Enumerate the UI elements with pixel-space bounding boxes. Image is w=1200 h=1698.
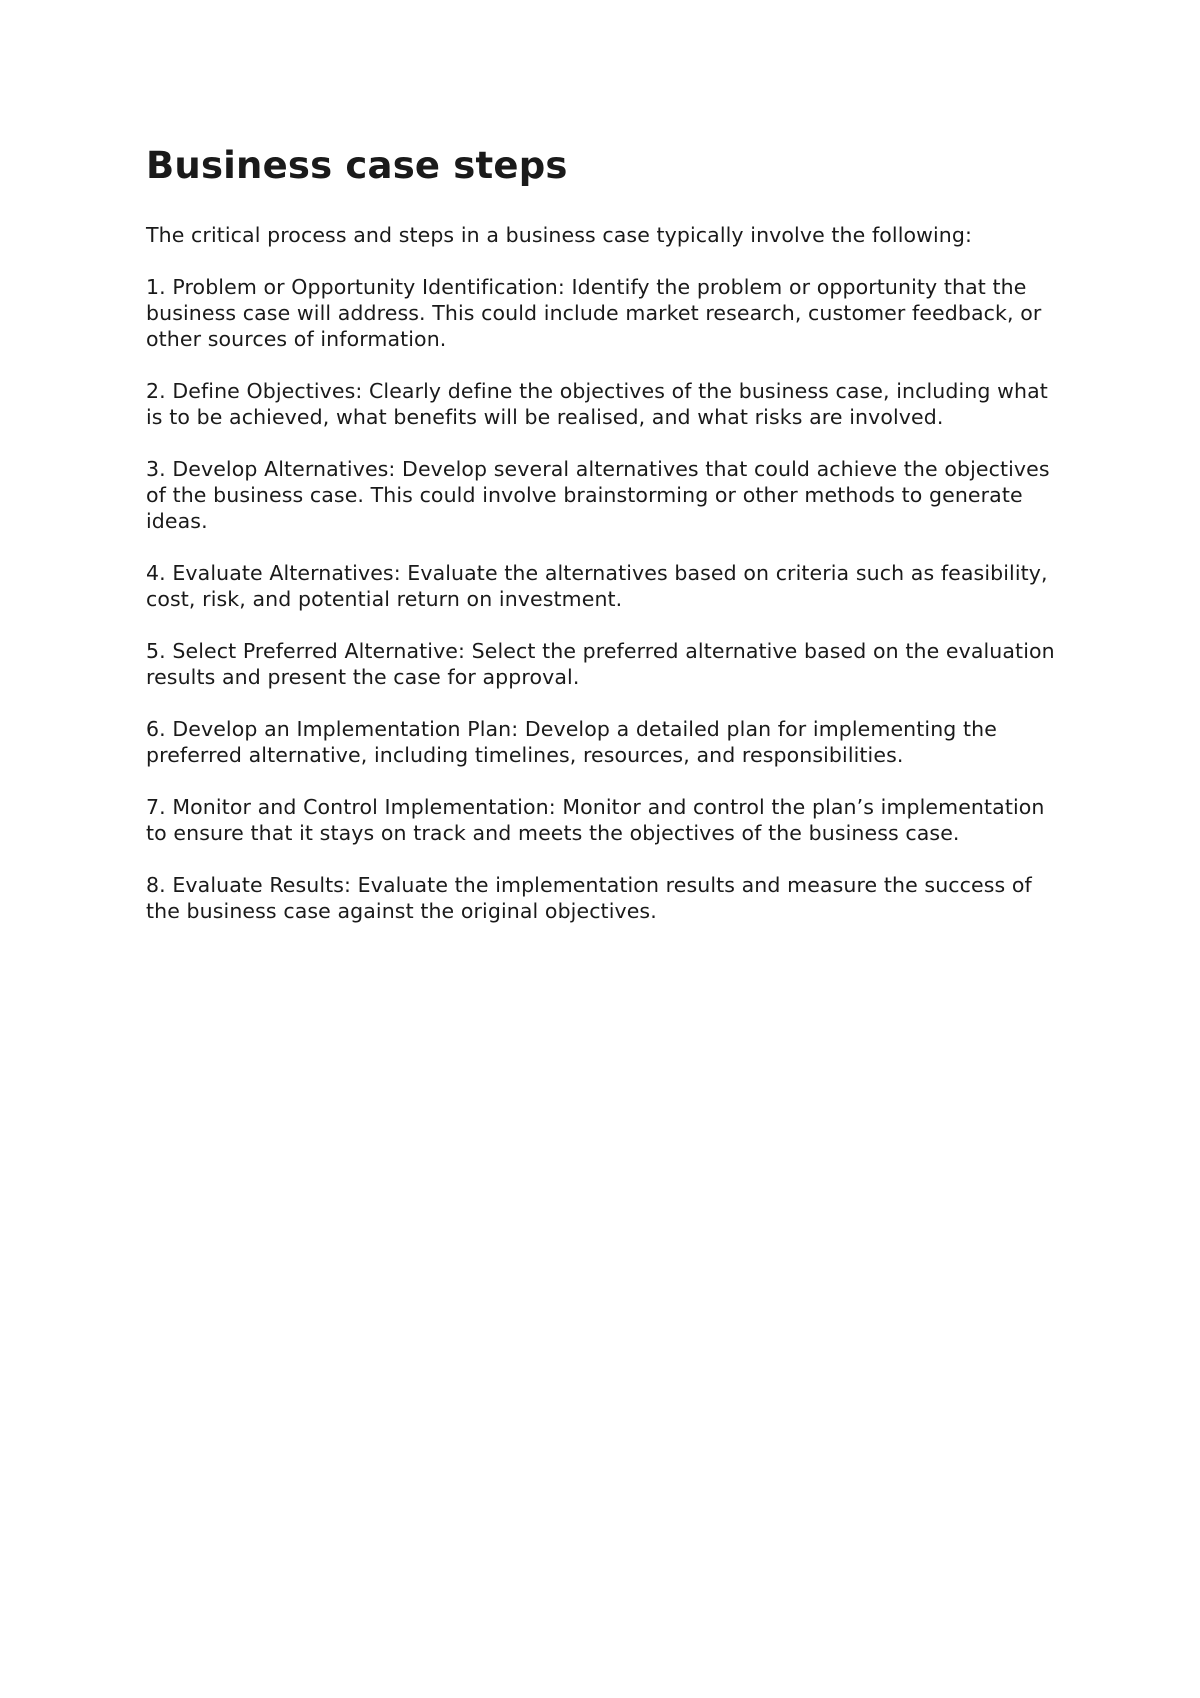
step-2-paragraph: 2. Define Objectives: Clearly define the objectives of the business case, including what is to be achieved, what benefits will be realised, and what risks are involved. [146,379,1048,429]
step-7-paragraph: 7. Monitor and Control Implementation: Monitor and control the plan’s implementation to ensure that it stays on track and meets the objectives of the business case. [146,795,1045,845]
step-3-paragraph: 3. Develop Alternatives: Develop several alternatives that could achieve the objectives of the business case. This could involve brainstorming or other methods to generate ideas. [146,457,1050,533]
intro-paragraph: The critical process and steps in a business case typically involve the following: [146,223,973,247]
step-5-paragraph: 5. Select Preferred Alternative: Select the preferred alternative based on the evaluation results and present the case for approval. [146,639,1055,689]
step-1-paragraph: 1. Problem or Opportunity Identification: Identify the problem or opportunity that the business case will address. This could include market research, customer feedback, or other sources of information. [146,275,1042,351]
step-8-paragraph: 8. Evaluate Results: Evaluate the implementation results and measure the success of the business case against the original objectives. [146,873,1032,923]
step-6-paragraph: 6. Develop an Implementation Plan: Develop a detailed plan for implementing the preferred alternative, including timelines, resources, and responsibilities. [146,717,997,767]
document-page [146,140,1066,950]
page-title: Business case steps [146,144,568,187]
step-4-paragraph: 4. Evaluate Alternatives: Evaluate the alternatives based on criteria such as feasibility, cost, risk, and potential return on investment. [146,561,1048,611]
